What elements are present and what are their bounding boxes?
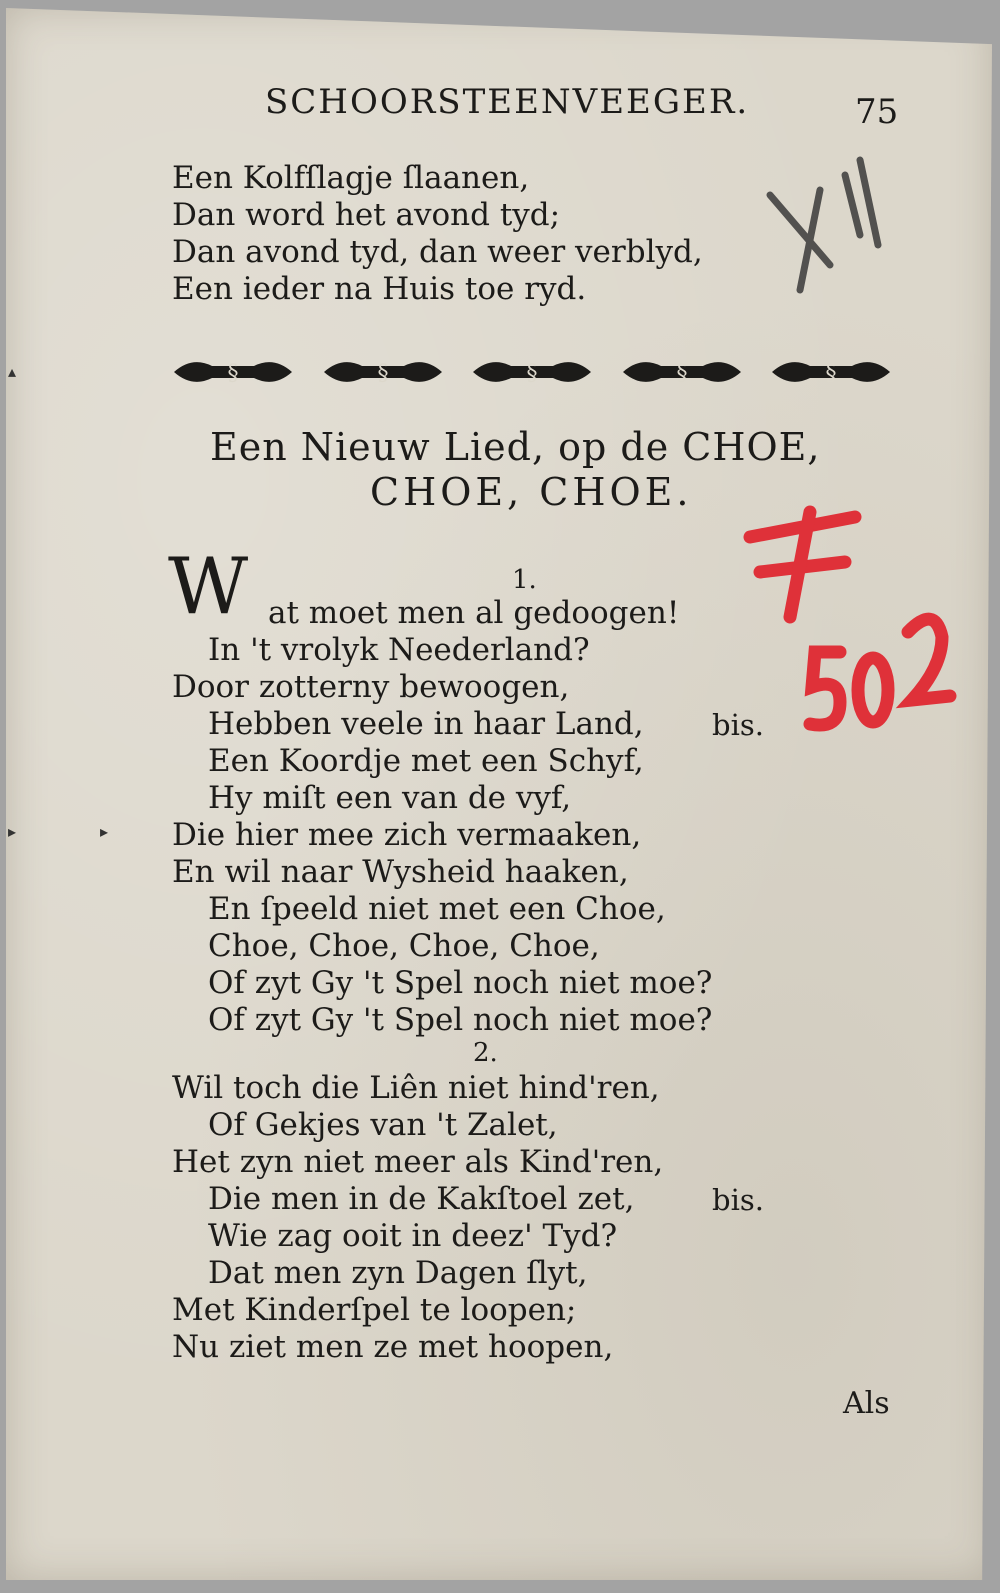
verse-line: Die men in de Kakſtoel zet, [208, 1181, 635, 1217]
verse-line: Hy miſt een van de vyf, [208, 780, 572, 816]
ornament-icon [471, 352, 593, 392]
verse-line: Een Koordje met een Schyf, [208, 743, 644, 779]
bis-marker: bis. [712, 1183, 764, 1217]
verse-line: Dat men zyn Dagen ſlyt, [208, 1255, 588, 1291]
ornament-row [172, 352, 892, 392]
verse-line: Met Kinderſpel te loopen; [172, 1292, 577, 1328]
pencil-annotation-xii [760, 155, 890, 305]
margin-mark-icon: ▸ [100, 822, 109, 841]
verse-line: at moet men al gedoogen! [268, 595, 680, 631]
song-title-line2: CHOE, CHOE. [370, 470, 693, 514]
verse-line: Door zotterny bewoogen, [172, 669, 570, 705]
drop-cap: W [168, 542, 249, 632]
verse-line: Die hier mee zich vermaaken, [172, 817, 642, 853]
verse-line: Of zyt Gy 't Spel noch niet moe? [208, 1002, 713, 1038]
red-crayon-annotation-502 [740, 492, 965, 742]
verse-line: Wil toch die Liên niet hind'ren, [172, 1070, 660, 1106]
opening-line: Dan word het avond tyd; [172, 197, 561, 233]
verse-line: Of Gekjes van 't Zalet, [208, 1107, 558, 1143]
opening-line: Een ieder na Huis toe ryd. [172, 271, 587, 307]
ornament-glyph: § [377, 361, 388, 386]
verse-line: Het zyn niet meer als Kind'ren, [172, 1144, 664, 1180]
verse-line: Choe, Choe, Choe, Choe, [208, 928, 600, 964]
ornament-glyph: § [526, 361, 538, 386]
verse-line: Of zyt Gy 't Spel noch niet moe? [208, 965, 713, 1001]
ornament-glyph: § [676, 361, 687, 386]
verse-line: Hebben veele in haar Land, [208, 706, 644, 742]
song-title-line1: Een Nieuw Lied, op de CHOE, [210, 425, 821, 469]
running-title: SCHOORSTEENVEEGER. [265, 82, 750, 122]
margin-mark-icon: ▴ [8, 362, 17, 381]
margin-mark-icon: ▸ [8, 822, 17, 841]
verse-line: In 't vrolyk Neederland? [208, 632, 590, 668]
verse-line: En wil naar Wysheid haaken, [172, 854, 629, 890]
bis-marker: bis. [712, 708, 764, 742]
ornament-icon [770, 352, 892, 392]
verse-line: Wie zag ooit in deez' Tyd? [208, 1218, 618, 1254]
catchword: Als [843, 1386, 890, 1421]
ornament-icon [621, 352, 743, 392]
verse-line: En ſpeeld niet met een Choe, [208, 891, 666, 927]
opening-line: Een Kolfſlagje ſlaanen, [172, 160, 530, 196]
verse-line: Nu ziet men ze met hoopen, [172, 1329, 614, 1365]
ornament-glyph: § [227, 361, 239, 386]
verse-number: 1. [512, 565, 537, 595]
verse-number: 2. [473, 1038, 498, 1068]
ornament-icon [172, 352, 294, 392]
ornament-icon [322, 352, 444, 392]
opening-line: Dan avond tyd, dan weer verblyd, [172, 234, 703, 270]
page-number: 75 [855, 92, 899, 132]
ornament-glyph: § [825, 361, 837, 386]
